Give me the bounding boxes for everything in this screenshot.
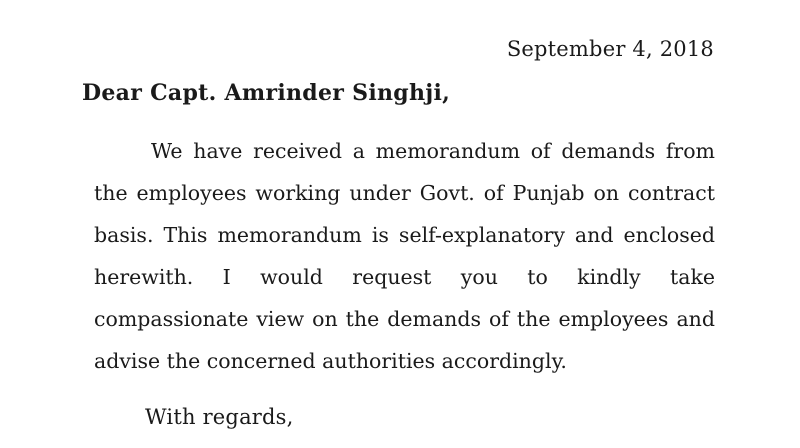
letter-body-paragraph: We have received a memorandum of demands from the employees working under Govt. of Punjab on contract basis. This memorandum is self-explanatory and enclosed herewith. I would request you to kindly take compassionate view on the demands of the employees and advise the concerned authorities accordingly. (94, 139, 715, 373)
letter-closing: With regards, (145, 405, 294, 429)
letter-salutation: Dear Capt. Amrinder Singhji, (82, 80, 451, 106)
letter-date: September 4, 2018 (506, 37, 714, 61)
